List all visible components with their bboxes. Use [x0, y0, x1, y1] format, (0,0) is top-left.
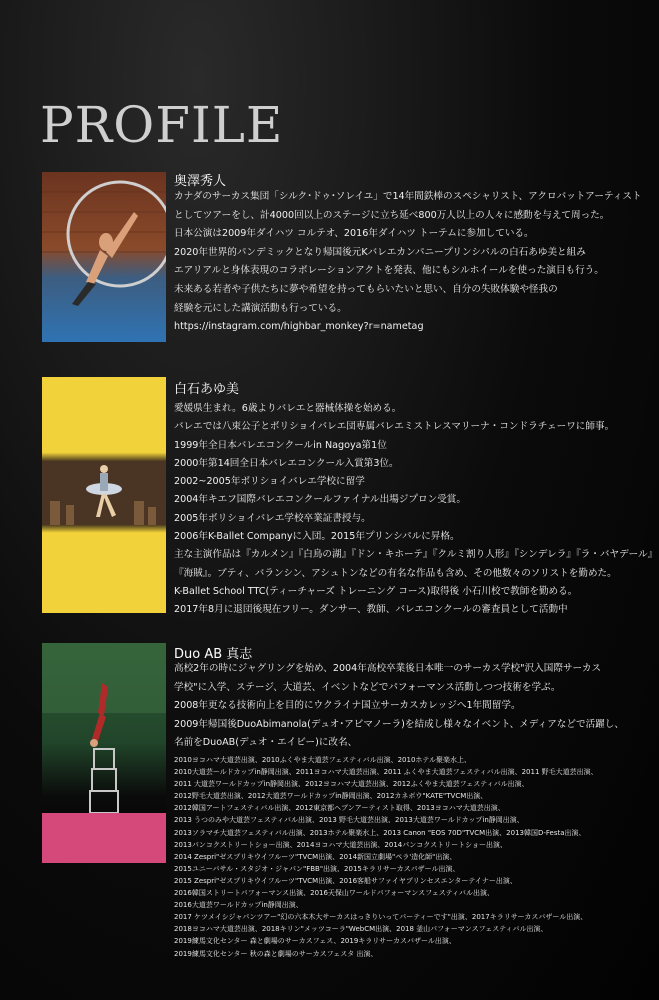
profile-photo-shiraishi [42, 377, 166, 613]
profile-description [174, 188, 642, 337]
history-line: 2019練馬文化センター 森と劇場のサーカスフェス、2019キラリサーカスバザール出演、 [174, 937, 456, 946]
description-line: 1999年全日本バレエコンクールin Nagoya第1位 [174, 439, 387, 451]
description-line: 2008年更なる技術向上を目的にウクライナ国立サーカスカレッジへ1年間留学。 [174, 700, 521, 712]
description-line: 愛媛県生まれ。6歳よりバレエと器械体操を始める。 [174, 403, 402, 414]
description-line: 2002~2005年ボリショイバレエ学校に留学 [174, 476, 365, 488]
description-line: 日本公演は2009年ダイハツ コルテオ、2016年ダイハツ トーテムに参加している。 [174, 228, 534, 240]
history-line: 2016韓国ストリートパフォーマンス出演、2016天保山ワールドパフォーマンスフェスティバル出演、 [174, 889, 495, 898]
history-line: 2013ソラマチ大道芸フェスティバル出演、2013ホテル聚楽水上、2013 Canon "EOS 70D"TVCM出演、2013韓国D-Festa出演、 [174, 828, 586, 837]
description-line: 経験を元にした講演活動も行っている。 [174, 302, 347, 314]
description-line: 2020年世界的パンデミックとなり帰国後元Kバレエカンパニープリンシパルの白石あゆ美と組み [174, 246, 586, 258]
profile-photo-duo-ab [42, 643, 166, 863]
history-line: 2011 大道芸ワールドカップin静岡出演、2012ヨコハマ大道芸出演、2012ふくやま大道芸フェスティバル出演、 [174, 780, 529, 789]
description-line: 2017年8月に退団後現在フリー。ダンサー、教師、バレエコンクールの審査員として活動中 [174, 604, 568, 616]
profile-photo-okuzawa [42, 172, 166, 342]
description-line: としてツアーをし、計4000回以上のステージに立ち延べ800万人以上の人々に感動を与えて周った。 [174, 209, 610, 221]
description-line: 2004年キエフ国際バレエコンクールファイナル出場ジプロン受賞。 [174, 494, 466, 506]
history-line: 2019練馬文化センター 秋の森と劇場のサーカスフェスタ 出演、 [174, 949, 378, 958]
history-line: 2018ヨコハマ大道芸出演、2018キリン"メッツコーラ"WebCM出演、2018 釜山パフォーマンスフェスティバル出演、 [174, 925, 548, 934]
history-line: 2015ユニーバサル・スタジオ・ジャパン"FBB"出演、2015キラリサーカスパザール出演、 [174, 864, 460, 873]
description-line: 『海賊』。ブティ、バランシン、アシュトンなどの有名な作品も含め、その他数々のソリストを勤めた。 [174, 567, 617, 579]
history-line: 2012韓国アートフェスティバル出演、2012東京都ヘブンアーティスト取得、2013ヨコハマ大道芸出演、 [174, 804, 505, 813]
description-line: 2005年ボリショイバレエ学校卒業証書授与。 [174, 512, 371, 524]
profile-name: Duo AB 真志 [174, 647, 253, 662]
history-line: 2017 ケツメイシジャパンツアー"幻の六本木大サーカスはっきりいってパーティーです"出演、2017キラリサーカスバザール出演、 [174, 913, 588, 922]
description-line: 2006年K-Ballet Companyに入団。2015年プリンシパルに昇格。 [174, 531, 460, 543]
description-line: K-Ballet School TTC(ティーチャーズ トレーニング コース)取得後 小石川校で教師を勤める。 [174, 585, 578, 597]
description-line: エアリアルと身体表現のコラボレーションアクトを発表、他にもシルホイールを使った演目も行う。 [174, 265, 604, 277]
description-line: カナダのサーカス集団「シルク･ドゥ･ソレイユ」で14年間鉄棒のスペシャリスト、アクロバットアーティスト [174, 191, 642, 202]
description-line: 学校"に入学、ステージ、大道芸、イベントなどでパフォーマンス活動しつつ技術を学ぶ。 [174, 681, 561, 693]
description-line: 未来ある若者や子供たちに夢や希望を持ってもらいたいと思い、自分の失敗体験や怪我の [174, 283, 558, 295]
history-line: 2013パンコクストリートショー出演、2014ヨコハマ大道芸出演、2014パンコクストリートショー出演、 [174, 840, 508, 849]
profile-description [174, 400, 657, 620]
description-line: 名前をDuoAB(デュオ・エイビー)に改名、 [174, 737, 358, 749]
description-line: 2009年帰国後DuoAbimanola(デュオ･アビマノーラ)を結成し様々なイベント、メディアなどで活躍し、 [174, 718, 624, 730]
profile-name: 奥澤秀人 [174, 174, 227, 189]
description-line: バレエでは八束公子とボリショイバレエ団専属バレエミストレスマリーナ・コンドラチェーワに師事。 [174, 421, 615, 433]
description-line: 主な主演作品は『カルメン』『白鳥の湖』『ドン・キホーテ』『クルミ割り人形』『シンデレラ』『ラ・バヤデール』 [174, 549, 658, 561]
page-title: PROFILE [40, 96, 284, 154]
description-line: 高校2年の時にジャグリングを始め、2004年高校卒業後日本唯一のサーカス学校"沢入国際サーカス [174, 663, 602, 674]
instagram-link[interactable]: https://instagram.com/highbar_monkey?r=nametag [174, 321, 424, 333]
history-line: 2012野毛大道芸出演、2012大道芸ワールドカップin静岡出演、2012カネボウ"KATE"TVCM出演、 [174, 792, 488, 801]
profile-description [174, 660, 624, 753]
history-line: 2013 うつのみや大道芸フェスティバル出演、2013 野毛大道芸出演、2013大道芸ワールドカップin静岡出演、 [174, 816, 524, 825]
performance-history [174, 754, 598, 960]
history-line: 2014 Zespri"ゼスプリキウイフルーツ"TVCM出演、2014新国立劇場"ペラ'造化師"出演、 [174, 852, 457, 861]
profile-name: 白石あゆ美 [174, 382, 240, 397]
history-line: 2016大道芸ワールドカップin静岡出演、 [174, 901, 303, 910]
description-line: 2000年第14回全日本バレエコンクール入賞第3位。 [174, 457, 399, 469]
history-line: 2010大道芸ールドカップin静岡出演、2011ヨコハマ大道芸出演、2011 ふくやま大道芸フェスティバル出演、2011 野毛大道芸出演、 [174, 768, 598, 777]
history-line: 2015 Zespri"ゼスプリキウイフルーツ"TVCM出演、2016客船サファイヤプリンセスエンターテイナー出演、 [174, 876, 517, 885]
history-line: 2010ヨコハマ大道芸出演、2010ふくやま大道芸フェスティバル出演、2010ホテル聚楽水上、 [174, 756, 472, 764]
